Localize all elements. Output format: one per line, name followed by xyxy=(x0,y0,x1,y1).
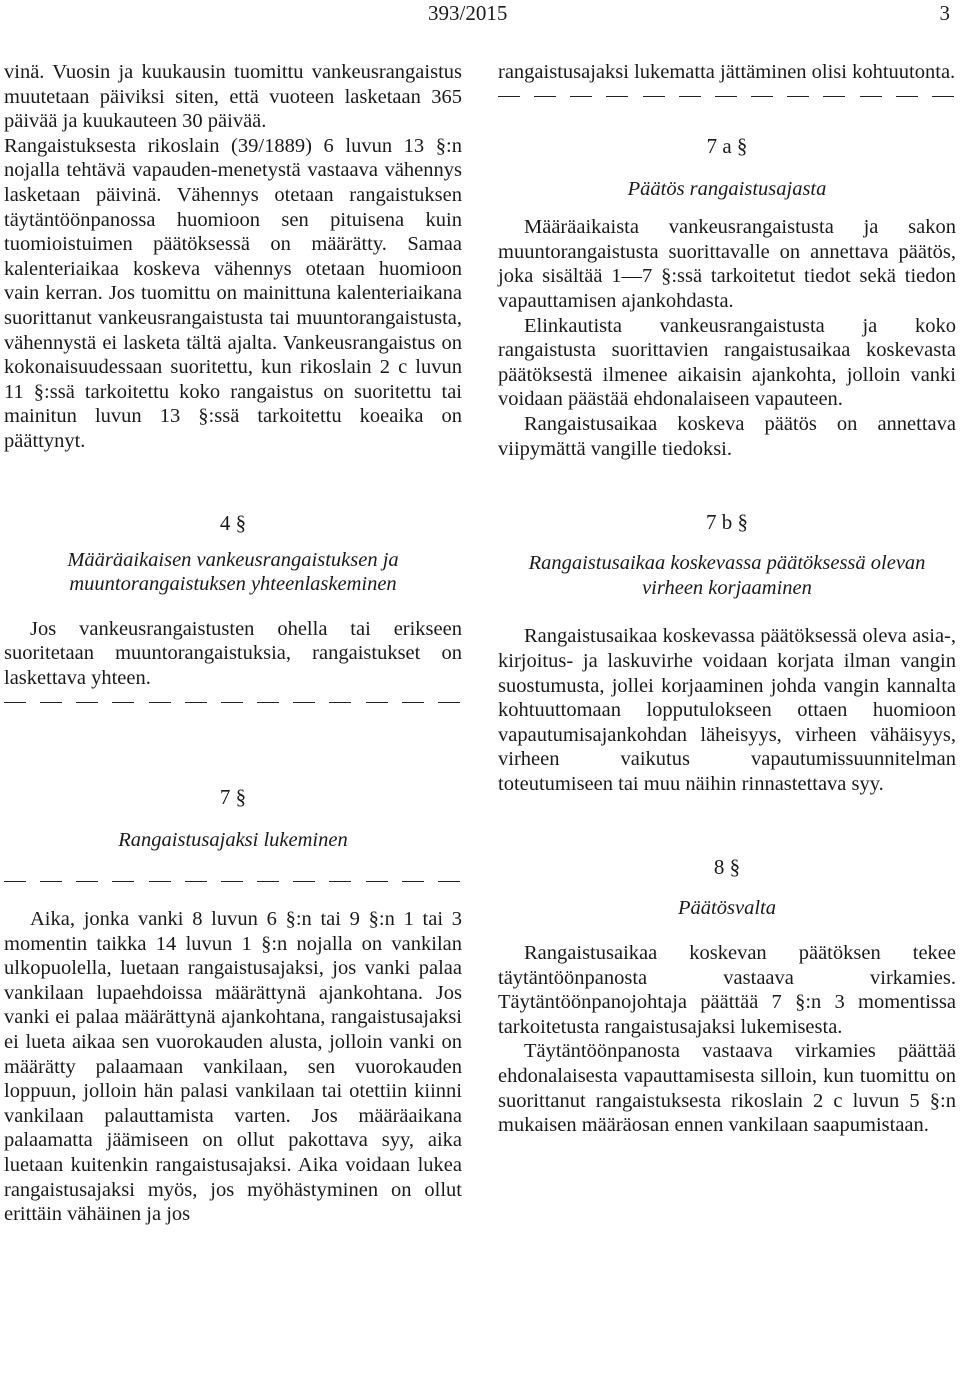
section-8-title: Päätösvalta xyxy=(678,897,776,920)
section-7a-paragraph-2: Elinkautista vankeusrangaistusta ja koko rangaistusta suorittavien rangaistusaikaa koskevasta päätöksestä ilmenee aikaisin ajankohta, jolloin vanki voidaan päästää ehdonalaiseen vapauteen. xyxy=(498,314,956,411)
section-7b-number: 7 b § xyxy=(706,510,748,535)
section-8-paragraph-1: Rangaistusaikaa koskevan päätöksen tekee täytäntöönpanosta vastaava virkamies. Täytäntöönpanojohtaja päättää 7 §:n 3 momentissa tarkoitetusta rangaistusajaksi lukemisesta. xyxy=(498,942,956,1038)
section-8-number: 8 § xyxy=(713,855,741,880)
omission-line xyxy=(498,85,954,109)
paragraph-deduction: Rangaistuksesta rikoslain (39/1889) 6 luvun 13 §:n nojalla tehtävä vapauden-menetystä vastaava vähennys lasketaan päivinä. Vähennys otetaan rangaistuksen täytäntöönpanossa huomioon sen pituisena kuin tuomioistuimen päätöksessä on määrätty. Samaa kalenteriaikaa koskeva vähennys otetaan huomioon vain kerran. Jos tuomittu on mainittuna kalenteriaikana suorittanut vankeusrangaistusta tai muuntorangaistusta, vähennystä ei lasketa tältä ajalta. Vankeusrangaistus on kokonaisuudessaan suoritettu, kun rikoslain 2 c luvun 11 §:ssä tarkoitettu koko rangaistus on suoritettu tai mainitun luvun 13 §:ssä tarkoitettu koeaika on päättynyt. xyxy=(4,134,462,452)
section-7-number: 7 § xyxy=(219,785,247,810)
omission-line xyxy=(4,869,460,893)
section-7a-paragraph-3: Rangaistusaikaa koskeva päätös on annettava viipymättä vangille tiedoksi. xyxy=(498,412,956,460)
section-7a-title: Päätös rangaistusajasta xyxy=(627,177,827,200)
section-7a-number: 7 a § xyxy=(706,133,748,158)
section-4-paragraph: Jos vankeusrangaistusten ohella tai erikseen suoritetaan muuntorangaistuksia, rangaistukset on laskettava yhteen. xyxy=(4,617,462,689)
section-7b-paragraph: Rangaistusaikaa koskevassa päätöksessä oleva asia-, kirjoitus- ja laskuvirhe voidaan korjata ilman vangin suostumusta, jollei korjaaminen johda vangin kannalta kohtuuttomaan lopputulokseen ottaen huomioon vapautumisajankohdan läheisyys, virheen vähäisyys, virheen vaikutus vapautumissuunnitelman toteutumiseen tai muu näihin rinnastettava syy. xyxy=(498,625,956,795)
section-4-number: 4 § xyxy=(219,510,247,535)
section-4-title: Määräaikaisen vankeusrangaistuksen ja muuntorangaistuksen yhteenlaskeminen xyxy=(67,548,399,596)
section-7-paragraph: Aika, jonka vanki 8 luvun 6 §:n tai 9 §:n 1 tai 3 momentin taikka 14 luvun 1 §:n nojalla on vankilan ulkopuolella, luetaan rangaistusajaksi, jos vanki palaa vankilaan lupaehdoissa määrättynä ajankohtana. Jos vanki ei palaa määrättynä ajankohtana, rangaistusajaksi ei lueta aikaa sen vuorokauden alusta, jolloin vanki on määrätty palaamaan vankilaan, sen vuorokauden loppuun, jolloin hän palasi vankilaan tai otettiin kiinni vankilaan palauttamista varten. Jos määräaikana palaamatta jäämiseen on ollut pakottava syy, aika luetaan kuitenkin rangaistusajaksi. Aika voidaan lukea rangaistusajaksi myös, jos myöhästyminen on ollut erittäin vähäinen ja jos xyxy=(4,908,462,1226)
right-column xyxy=(498,60,956,1138)
section-8-paragraph-2: Täytäntöönpanosta vastaava virkamies päättää ehdonalaisesta vapauttamisesta silloin, kun tuomittu on suorittanut rangaistuksesta rikoslain 2 c luvun 5 §:n mukaisen määräosan ennen vankilaan saapumistaan. xyxy=(498,1040,956,1137)
paragraph-continued: rangaistusajaksi lukematta jättäminen olisi kohtuutonta. xyxy=(498,61,956,83)
page-header xyxy=(0,0,960,28)
paragraph-continued: vinä. Vuosin ja kuukausin tuomittu vankeusrangaistus muutetaan päiviksi siten, että vuoteen lasketaan 365 päivää ja kuukauteen 30 päivää. xyxy=(4,61,462,133)
section-7-title: Rangaistusajaksi lukeminen xyxy=(118,829,348,852)
section-7a-paragraph-1: Määräaikaista vankeusrangaistusta ja sakon muuntorangaistusta suorittavalle on annettava päätös, joka sisältää 1—7 §:ssä tarkoitetut tiedot sekä tiedon vapauttamisen ajankohdasta. xyxy=(498,216,956,312)
document-number: 393/2015 xyxy=(428,1,508,25)
omission-line xyxy=(4,690,460,714)
section-7b-title: Rangaistusaikaa koskevassa päätöksessä olevan virheen korjaaminen xyxy=(528,552,926,599)
left-column xyxy=(4,60,462,1227)
page-number: 3 xyxy=(939,1,950,25)
